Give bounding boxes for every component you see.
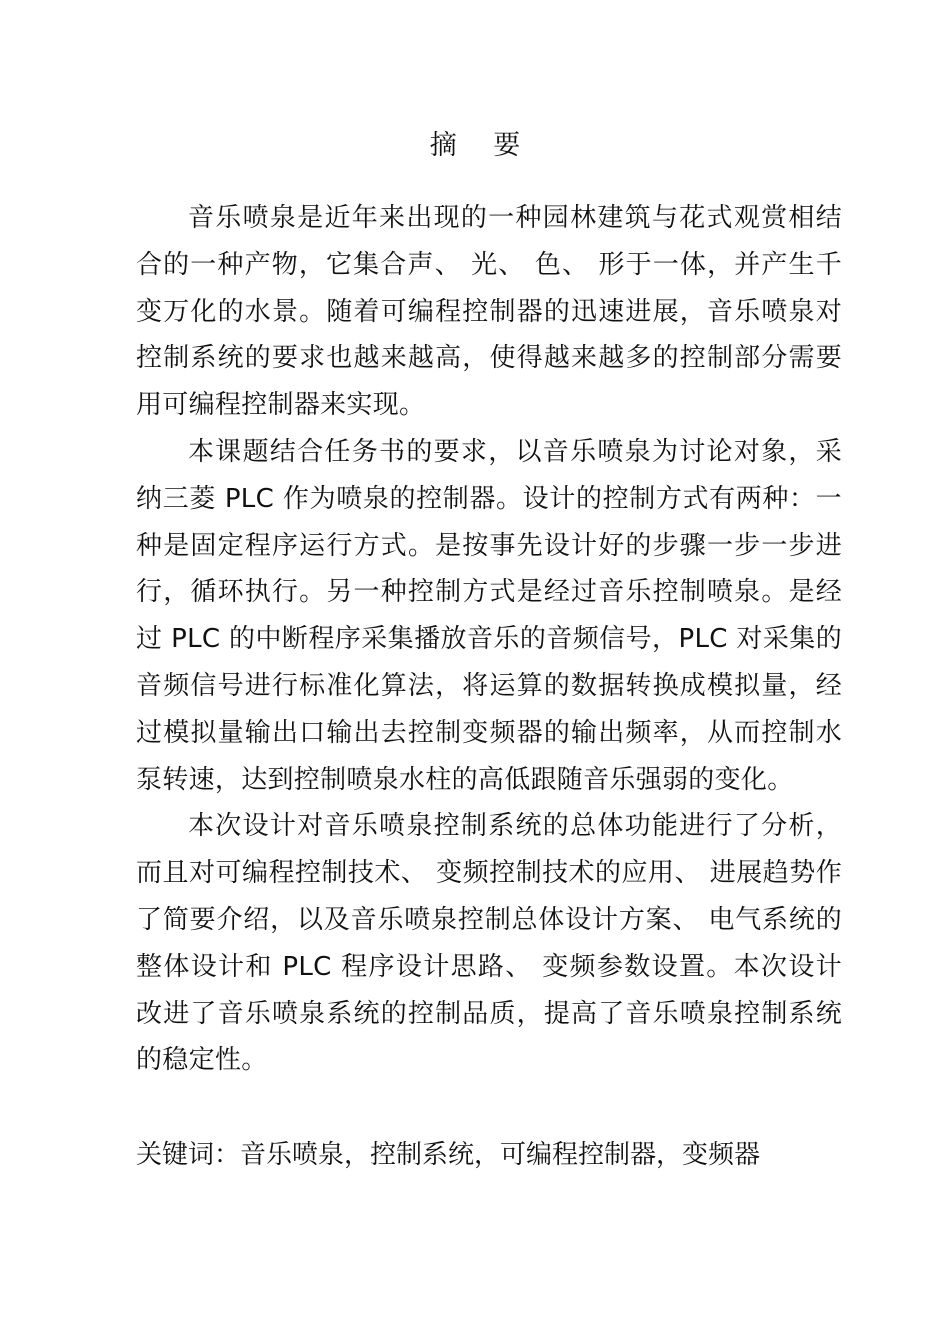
abstract-title: 摘 要: [429, 130, 535, 161]
abstract-paragraph-1: 音乐喷泉是近年来出现的一种园林建筑与花式观赏相结合的一种产物，它集合声、 光、 色、 形于一体，并产生千变万化的水景。随着可编程控制器的迅速进展，音乐喷泉对控制系统的要求也越来越高，使得越来越多的控制部分需要用可编程控制器来实现。: [136, 203, 842, 421]
abstract-paragraph-2: 本课题结合任务书的要求，以音乐喷泉为讨论对象，采纳三菱 PLC 作为喷泉的控制器。设计的控制方式有两种：一种是固定程序运行方式。是按事先设计好的步骤一步一步进行，循环执行。另一种控制方式是经过音乐控制喷泉。是经过 PLC 的中断程序采集播放音乐的音频信号，PLC 对采集的音频信号进行标准化算法，将运算的数据转换成模拟量，经过模拟量输出口输出去控制变频器的输出频率，从而控制水泵转速，达到控制喷泉水柱的高低跟随音乐强弱的变化。: [136, 436, 842, 795]
keywords-line: 关键词：音乐喷泉，控制系统，可编程控制器，变频器: [136, 1140, 761, 1170]
abstract-body: [136, 195, 842, 1084]
abstract-paragraph-3: 本次设计对音乐喷泉控制系统的总体功能进行了分析，而且对可编程控制技术、 变频控制技术的应用、 进展趋势作了简要介绍，以及音乐喷泉控制总体设计方案、 电气系统的整体设计和 PLC 程序设计思路、 变频参数设置。本次设计改进了音乐喷泉系统的控制品质，提高了音乐喷泉控制系统的稳定性。: [136, 811, 842, 1076]
